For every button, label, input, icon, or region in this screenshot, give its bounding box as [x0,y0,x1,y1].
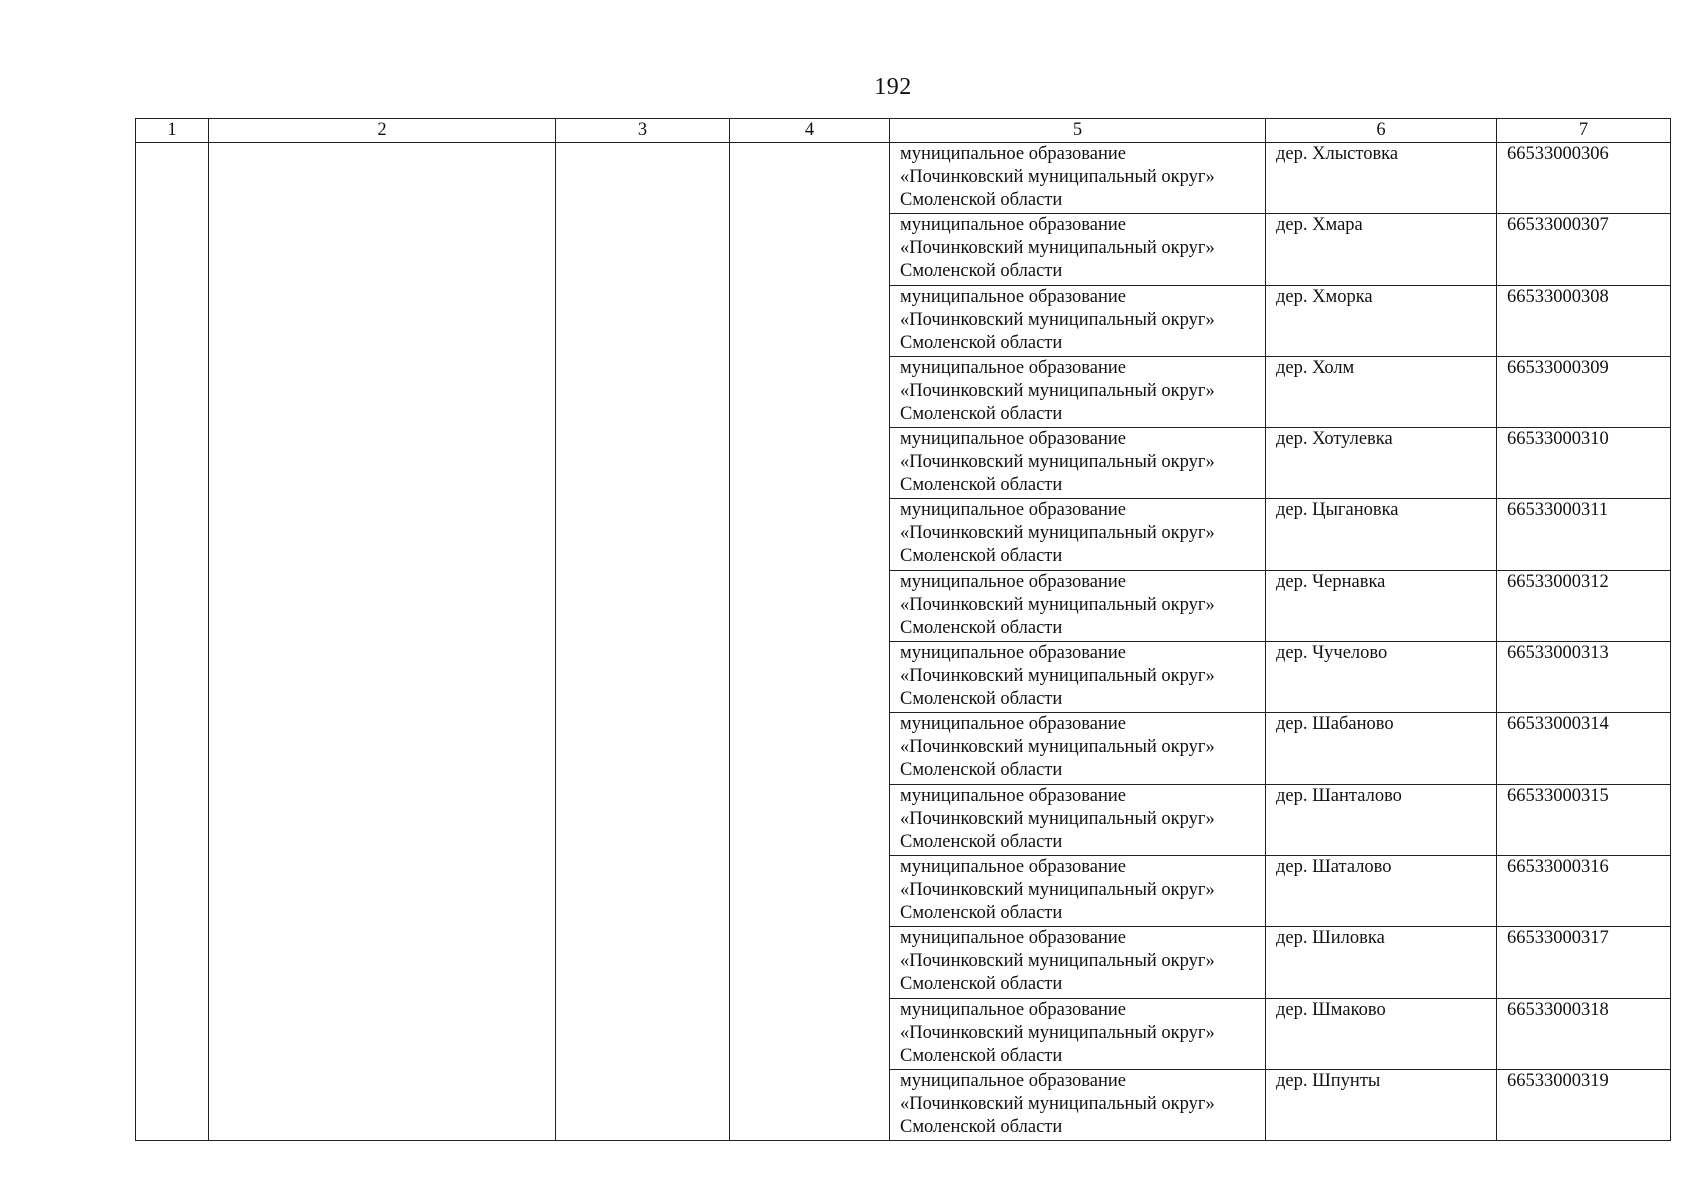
page-number: 192 [874,74,912,100]
settlement-cell: дер. Шпунты [1266,1069,1497,1140]
municipality-line: муниципальное образование [900,215,1127,236]
column-header-4: 4 [730,119,890,143]
oktmo-code-cell: 66533000307 [1497,214,1671,285]
municipality-line: муниципальное образование [900,357,1127,378]
settlement-cell: дер. Шмаково [1266,998,1497,1069]
municipality-line: муниципальное образование [900,429,1127,450]
registry-table [135,118,1671,1141]
oktmo-code-cell: 66533000309 [1497,356,1671,427]
column-header-2: 2 [209,119,556,143]
municipality-line: «Починковский муниципальный округ» [900,167,1215,187]
municipality-line: Смоленской области [900,902,1063,923]
column-header-1: 1 [136,119,209,143]
settlement-cell: дер. Шабаново [1266,713,1497,784]
municipality-line: муниципальное образование [900,571,1127,592]
municipality-cell [890,428,1266,499]
municipality-cell [890,784,1266,855]
municipality-line: муниципальное образование [900,856,1127,877]
column-header-3: 3 [556,119,730,143]
oktmo-code-cell: 66533000315 [1497,784,1671,855]
oktmo-code-cell: 66533000317 [1497,927,1671,998]
municipality-line: «Починковский муниципальный округ» [900,380,1215,401]
settlement-cell: дер. Хморка [1266,285,1497,356]
municipality-line: Смоленской области [900,546,1063,567]
municipality-cell [890,285,1266,356]
municipality-line: Смоленской области [900,332,1063,353]
municipality-line: «Починковский муниципальный округ» [900,666,1215,687]
oktmo-code-cell: 66533000316 [1497,855,1671,926]
municipality-line: «Починковский муниципальный округ» [900,523,1215,544]
settlement-cell: дер. Хмара [1266,214,1497,285]
municipality-cell [890,356,1266,427]
municipality-line: муниципальное образование [900,714,1127,735]
oktmo-code-cell: 66533000308 [1497,285,1671,356]
oktmo-code-cell: 66533000310 [1497,428,1671,499]
municipality-line: муниципальное образование [900,643,1127,664]
oktmo-code-cell: 66533000313 [1497,642,1671,713]
municipality-line: муниципальное образование [900,286,1127,307]
municipality-cell [890,927,1266,998]
settlement-cell: дер. Шанталово [1266,784,1497,855]
municipality-line: «Починковский муниципальный округ» [900,951,1215,972]
municipality-line: «Починковский муниципальный округ» [900,238,1215,259]
column-header-6: 6 [1266,119,1497,143]
municipality-cell [890,570,1266,641]
settlement-cell: дер. Шиловка [1266,927,1497,998]
settlement-cell: дер. Чернавка [1266,570,1497,641]
oktmo-code-cell: 66533000306 [1497,143,1671,214]
merged-empty-cell-1 [136,143,209,1141]
settlement-cell: дер. Шаталово [1266,855,1497,926]
municipality-line: Смоленской области [900,617,1063,638]
merged-empty-cell-2 [209,143,556,1141]
municipality-cell [890,143,1266,214]
municipality-line: муниципальное образование [900,500,1127,521]
settlement-cell: дер. Хотулевка [1266,428,1497,499]
municipality-line: «Починковский муниципальный округ» [900,309,1215,330]
oktmo-code-cell: 66533000314 [1497,713,1671,784]
municipality-cell [890,998,1266,1069]
municipality-line: «Починковский муниципальный округ» [900,737,1215,758]
municipality-line: «Починковский муниципальный округ» [900,879,1215,900]
settlement-cell: дер. Холм [1266,356,1497,427]
municipality-cell [890,1069,1266,1140]
settlement-cell: дер. Цыгановка [1266,499,1497,570]
municipality-line: Смоленской области [900,475,1063,496]
settlement-cell: дер. Чучелово [1266,642,1497,713]
table-row [136,143,1671,214]
municipality-line: Смоленской области [900,261,1063,282]
column-header-7: 7 [1497,119,1671,143]
municipality-cell [890,713,1266,784]
municipality-line: Смоленской области [900,974,1063,995]
municipality-line: «Починковский муниципальный округ» [900,808,1215,829]
merged-empty-cell-4 [730,143,890,1141]
municipality-cell [890,855,1266,926]
column-header-5: 5 [890,119,1266,143]
municipality-cell [890,642,1266,713]
oktmo-code-cell: 66533000311 [1497,499,1671,570]
merged-empty-cell-3 [556,143,730,1141]
municipality-line: Смоленской области [900,190,1063,210]
municipality-line: «Починковский муниципальный округ» [900,452,1215,473]
municipality-line: Смоленской области [900,760,1063,781]
oktmo-code-cell: 66533000312 [1497,570,1671,641]
oktmo-code-cell: 66533000318 [1497,998,1671,1069]
municipality-cell [890,214,1266,285]
municipality-line: Смоленской области [900,831,1063,852]
municipality-line: Смоленской области [900,403,1063,424]
municipality-line: муниципальное образование [900,785,1127,806]
municipality-line: «Починковский муниципальный округ» [900,1093,1215,1114]
municipality-line: Смоленской области [900,689,1063,710]
settlement-cell: дер. Хлыстовка [1266,143,1497,214]
column-number-row [136,119,1671,143]
municipality-line: Смоленской области [900,1045,1063,1066]
municipality-line: муниципальное образование [900,999,1127,1020]
municipality-line: муниципальное образование [900,144,1127,164]
oktmo-code-cell: 66533000319 [1497,1069,1671,1140]
municipality-line: «Починковский муниципальный округ» [900,594,1215,615]
municipality-line: Смоленской области [900,1116,1063,1137]
municipality-cell [890,499,1266,570]
municipality-line: муниципальное образование [900,1070,1127,1091]
municipality-line: «Починковский муниципальный округ» [900,1022,1215,1043]
municipality-line: муниципальное образование [900,928,1127,949]
